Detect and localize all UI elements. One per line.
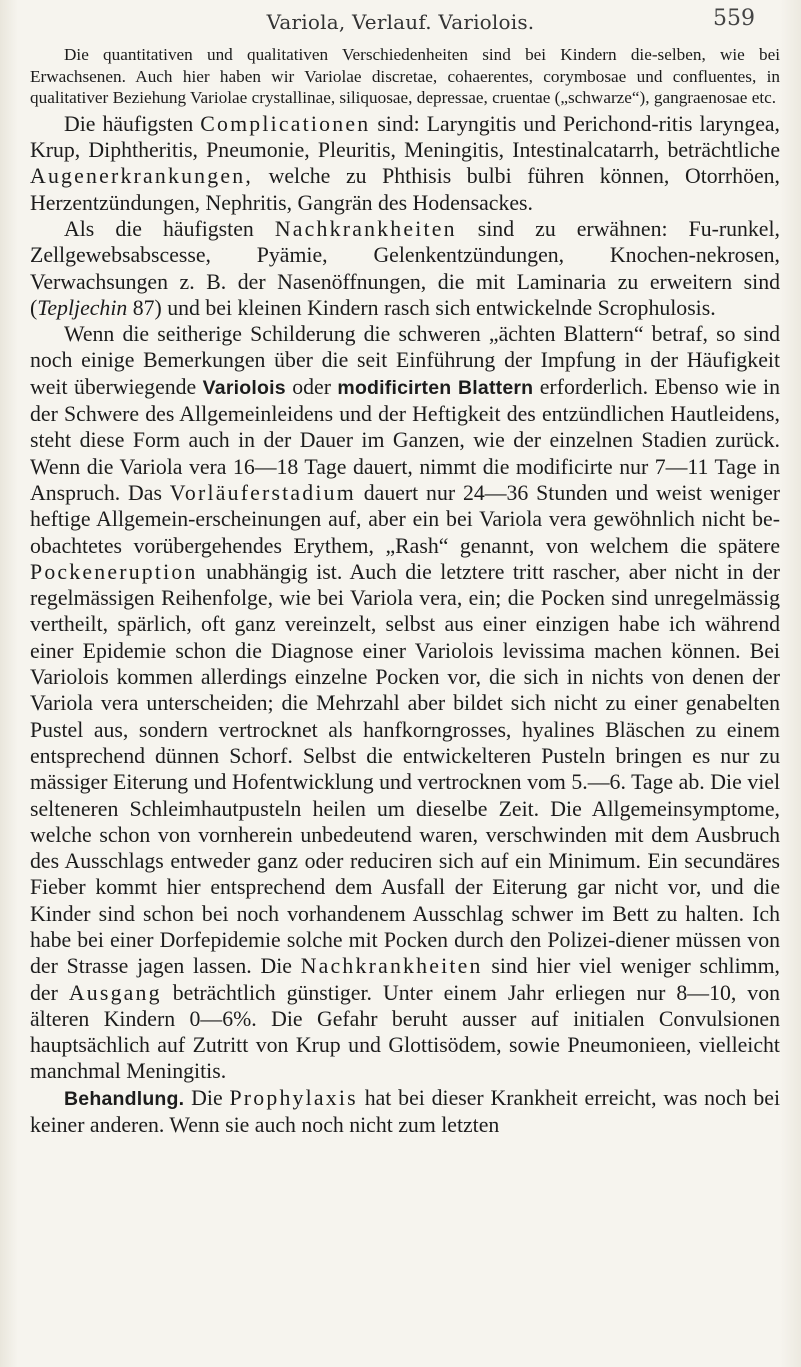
text-run: hat bei dieser Krankheit erreicht, was noch bei keiner anderen. Wenn sie auch noch nicht zum letzten [30, 1085, 781, 1138]
term-complicationen: Complicationen [200, 111, 371, 136]
text-run: beträchtlich günstiger. Unter einem Jahr erliegen nur 8—10, von älteren Kindern 0—6%. Die Gefahr beruht ausser auf initialen Convulsionen hauptsächlich auf Zutritt von Krup und Glottisödem, sowie Pneumonieen, vielleicht manchmal Meningitis. [30, 980, 781, 1084]
text-run: welche zu Phthisis bulbi führen können, Otorrhöen, Herzentzündungen, Nephritis, Gangrän des Hodensackes. [30, 164, 780, 215]
text-run: unabhängig ist. Auch die letztere tritt rascher, aber nicht in der regelmässigen Reihenfolge, wie bei Variola vera, ein; die Pocken sind unregelmässig vertheilt, spärlich, oft ganz vereinzelt, selbst aus einer einzigen habe ich während einer Epidemie schon die Diagnose einer Variolois levissima machen können. Bei Variolois kommen allerdings einzelne Pocken vor, die sich in nichts von denen der Variola vera unterscheiden; die Mehrzahl aber bildet sich nicht zu einer genabelten Pustel aus, sondern vertrocknet als hanfkorngrosses, hyalines Bläschen zu einem entsprechend dünnen Schorf. Selbst die entwickelteren Pusteln bringen es nur zu mässiger Eiterung und Hofentwicklung und vertrocknen vom 5.—6. Tage ab. Die viel selteneren Schleimhautpusteln heilen um dieselbe Zeit. Die Allgemeinsymptome, welche schon von vornherein unbedeutend waren, verschwinden mit dem Ausbruch des Ausschlags entweder ganz oder reduciren sich auf ein Minimum. Ein secundäres Fieber kommt hier entsprechend dem Ausfall der Eiterung gar nicht vor, und die Kinder sind schon bei noch vorhandenem Ausschlag schwer im Bett zu halten. Ich habe bei einer Dorfepidemie solche mit Pocken durch den Polizei-diener müssen von der Strasse jagen lassen. Die [30, 559, 780, 979]
term-augenerkrankungen: Augenerkrankungen, [30, 164, 253, 189]
text-run: sind zu erwähnen: Fu-runkel, Zellgewebsabscesse, Pyämie, Gelenkentzündungen, Knochen-nekrosen, Verwachsungen z. B. der Nasenöffnungen, die mit Laminaria zu erweitern sind ( [30, 216, 780, 320]
page-header [0, 4, 801, 38]
text-run: sind: Laryngitis und Perichond-ritis laryngea, Krup, Diphtheritis, Pneumonie, Pleuritis, Meningitis, Intestinalcatarrh, beträchtliche [30, 111, 780, 163]
term-nachkrankheiten: Nachkrankheiten [274, 216, 457, 241]
paragraph-quantitative-differences: Die quantitativen und qualitativen Verschiedenheiten sind bei Kindern die-selben, wie bei Erwachsenen. Auch hier haben wir Variolae discretae, cohaerentes, corymbosae und confluentes, in qualitativer Beziehung Variolae crystallinae, siliquosae, depressae, cruentae („schwarze“), gangraenosae etc. [30, 45, 780, 108]
term-pockeneruption: Pockeneruption [30, 559, 198, 584]
text-run: Die häufigsten [64, 111, 194, 136]
text-run: dauert nur 24—36 Stunden und weist weniger heftige Allgemein-erscheinungen auf, aber ein bei Variola vera gewöhnlich nicht be-obachtetes vorübergehendes Erythem, „Rash“ genannt, von welchem die spätere [30, 480, 781, 558]
paragraph-sequelae [30, 216, 780, 321]
paragraph-complications [30, 111, 780, 216]
text-run: oder [292, 374, 331, 399]
text-run: Die [191, 1085, 223, 1110]
section-heading-behandlung: Behandlung. [64, 1087, 185, 1110]
page-number: 559 [713, 6, 755, 31]
paragraph-variolois [30, 321, 780, 1085]
term-modificirten-blattern: modificirten Blattern [337, 376, 534, 399]
body-text [30, 44, 780, 1138]
term-variolois: Variolois [202, 376, 286, 399]
term-nachkrankheiten-variolois: Nachkrankheiten [300, 954, 483, 979]
citation-author: Tepljechin [37, 295, 128, 320]
term-prophylaxis: Prophylaxis [229, 1085, 358, 1110]
running-title: Variola, Verlauf. Variolois. [266, 10, 535, 34]
text-run: Als die häufigsten [64, 216, 254, 241]
text-run: Wenn die seitherige Schilderung die schweren „ächten Blattern“ betraf, so sind noch einige Bemerkungen über die seit Einführung der Impfung in der Häufigkeit weit überwiegende [30, 322, 780, 399]
term-ausgang: Ausgang [68, 980, 162, 1005]
text-run: 87) und bei kleinen Kindern rasch sich entwickelnde Scrophulosis. [132, 295, 716, 320]
paragraph-treatment [30, 1085, 780, 1139]
text-run: erforderlich. Ebenso wie in der Schwere des Allgemeinleidens und der Heftigkeit des entzündlichen Hautleidens, steht diese Form auch in der Dauer im Ganzen, wie der einzelnen Stadien zurück. Wenn die Variola vera 16—18 Tage dauert, nimmt die modificirte nur 7—11 Tage in Anspruch. Das [30, 374, 780, 505]
term-vorlaeuferstadium: Vorläuferstadium [169, 480, 356, 505]
text-run: sind hier viel weniger schlimm, der [30, 954, 780, 1005]
